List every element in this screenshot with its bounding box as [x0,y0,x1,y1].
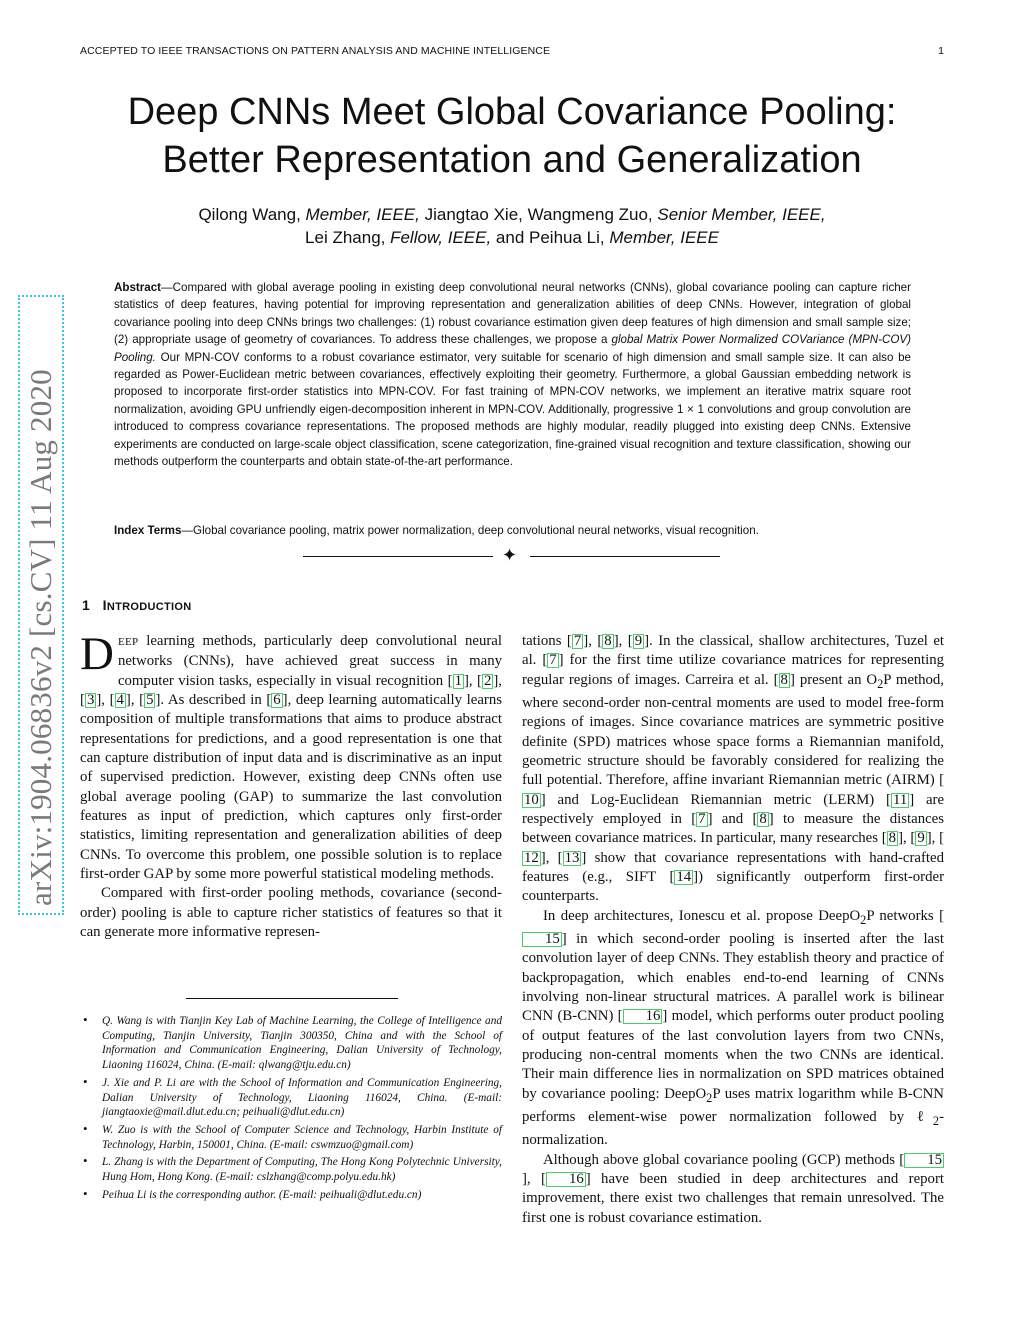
citation-link[interactable]: 9 [634,633,643,649]
bullet-icon: • [83,1153,88,1169]
citation-link[interactable]: 7 [573,633,582,649]
left-column [80,628,502,943]
subscript: 2 [877,676,884,691]
citation-link[interactable]: 15 [904,1153,944,1168]
footnote-text: Q. Wang is with Tianjin Key Lab of Machine Learning, the College of Intelligence and Computing, Tianjin University, Tianjin 300350, China and with the School of Information and Communication Engineering, Dalian University of Technology, Liaoning 116024, China. (E-mail: qlwang@tju.edu.cn) [102,1015,502,1072]
paragraph: Compared with first-order pooling methods, covariance (second-order) pooling is able to capture richer statistics of features so that it can generate more informative represen- [80,885,502,941]
author: and Peihua Li, [491,228,610,247]
citation-link[interactable]: 7 [698,811,706,828]
text-run: learning methods, particularly deep convolutional neural networks (CNNs), have achieved great success in many computer vision tasks, especially in visual recognition [117,633,502,689]
citation-link[interactable]: 16 [546,1172,586,1187]
citation-link[interactable]: 7 [549,652,557,669]
abstract-label: Abstract [114,281,162,294]
text-run: . In the classical, shallow architectures, Tuzel et al. [522,633,945,669]
text-run: and Log-Euclidean Riemannian metric (LERM) [545,791,887,808]
text-run: -normalization. [522,1109,944,1149]
section-title-rest: NTRODUCTION [106,601,192,613]
text-run: for the first time utilize covariance matrices for representing regular regions of images. Carreira et al. [522,652,944,688]
citation-link[interactable]: 9 [917,830,925,847]
abstract [114,279,911,470]
text-run: model, which performs outer product pooling of output features of the last convolution layers from two CNNs, producing non-central moments when the two CNNs are identical. Their main difference lies in normalization on SPD matrices obtained by covariance pooling: DeepO [522,1008,944,1102]
text-run: tations [522,633,567,649]
footnote-text: J. Xie and P. Li are with the School of Information and Communication Engineering, Dalian University of Technology, Liaoning 116024, China. (E-mail: jiangtaoxie@mail.dlut.edu.cn; peihuali@dlut.edu.cn) [102,1076,502,1119]
paragraph: Although above global covariance pooling (GCP) methods [ 15], [ 16 ] have been studied in deep architectures and report improvement, there exist two challenges that remain unresolved. The first one is robust covariance estimation. [522,1151,944,1226]
citation-link[interactable]: 5 [146,692,154,709]
author: Qilong Wang, [198,205,306,224]
index-terms [114,522,911,539]
footnotes [80,1014,502,1205]
title-line-2: Better Representation and Generalization [162,139,862,181]
title-line-1: Deep CNNs Meet Global Covariance Pooling: [127,91,897,133]
footnote-rule [186,998,398,999]
citation-link[interactable]: 14 [676,869,692,886]
index-terms-label: Index Terms [114,524,182,537]
footnote [80,1120,502,1152]
subscript: 2 [860,912,867,927]
bullet-icon: • [83,1120,88,1136]
right-column [522,632,944,1228]
author: Jiangtao Xie, Wangmeng Zuo, [419,205,658,224]
section-heading [82,597,191,613]
citation-link[interactable]: 1 [454,672,462,689]
author: Lei Zhang, [305,228,391,247]
footnote-text: Peihua Li is the corresponding author. (E-mail: peihuali@dlut.edu.cn) [102,1188,422,1201]
subscript: 2 [932,1114,940,1129]
bullet-icon: • [83,1185,88,1201]
citation-link[interactable]: 4 [116,692,124,709]
paragraph: In deep architectures, Ionescu et al. propose DeepO$_2$P networks [15 ] in which second-order pooling is inserted after the last convolution layer of deep CNNs. They establish theory and practice of backpropagation, which enables end-to-end learning of CNNs involving non-linear structural matrices. A parallel work is bilinear CNN (B-CNN) [ 16 ] model, which performs outer product pooling of output features of the last convolution layers from two CNNs, producing non-central moments when the two CNNs are identical. Their main difference lies in normalization on SPD matrices obtained by covariance pooling: DeepO$_2$P uses matrix logarithm while B-CNN performs element-wise power normalization followed by ℓ$_2$-normalization. [522,907,944,1149]
citation-link[interactable]: 8 [888,830,897,847]
text-run: . As described in [160,692,267,709]
divider-left [303,556,493,557]
page-number: 1 [938,45,944,57]
bullet-icon: • [83,1073,88,1089]
section-title-initial: I [102,597,107,613]
text-run: have been studied in deep architectures and report improvement, there exist two challenges that remain unresolved. The first one is robust covariance estimation. [522,1171,944,1226]
author-role: Member, IEEE [609,228,719,247]
text-run: in which second-order pooling is inserted after the last convolution layer of deep CNNs. They establish theory and practice of backpropagation, which enables end-to-end learning of CNNs involving non-linear structural matrices. A parallel work is bilinear CNN (B-CNN) [522,931,944,1025]
text-run: present an O [794,671,878,688]
text-run: P uses matrix logarithm while B-CNN performs element-wise power normalization followed by ℓ [522,1085,944,1126]
bullet-icon: • [83,1012,88,1027]
author-role: Fellow, IEEE, [390,228,492,247]
text-run: P networks [866,907,940,924]
text-run: show that covariance representations with hand-crafted features (e.g., SIFT [522,849,944,886]
paragraph: DEEP learning methods, particularly deep convolutional neural networks (CNNs), have achieved great success in many computer vision tasks, especially in visual recognition [ 1 ], [ 2 ], [ 3 ], [ 4 ], [ 5 ]. As described in [ 6 ], deep learning automatically learns composition of multiple transformations that aims to produce abstract representations for predictions, and a good representation is one that can capture distribution of input data and is discriminative as an input of supervised prediction. However, existing deep CNNs often use global average pooling (GAP) to summarize the last convolution features as input of prediction, which captures only first-order statistics, limiting representation and generalization abilities of deep CNNs. To overcome this problem, one possible solution is to replace first-order GAP by some more powerful statistical modeling methods. [80,628,502,883]
author-role: Member, IEEE, [305,205,420,224]
footnote [80,1185,502,1203]
author-role: Senior Member, IEEE, [657,205,826,224]
abstract-text: —Compared with global average pooling in existing deep convolutional neural networks (CNNs), global covariance pooling can capture richer statistics of deep features, having potential for improving representation and generalization abilities of deep CNNs. However, integration of global covariance pooling into deep CNNs brings two challenges: (1) robust covariance estimation given deep features of high dimension and small sample size; (2) appropriate usage of geometry of covariances. To address these challenges, we propose a [114,281,911,347]
text-run: P method, where second-order non-central moments are used to model free-form regions of images. Since covariance matrices are symmetric positive definite (SPD) matrices whose space forms a Riemannian manifold, geometric structure should be favorably considered for realizing the full potential. Therefore, affine invariant Riemannian metric (AIRM) [522,671,945,789]
citation-link[interactable]: 8 [759,811,767,828]
citation-link[interactable]: 16 [623,1009,663,1024]
section-number: 1 [82,597,91,613]
text-run: and [712,811,753,828]
citation-link[interactable]: 8 [604,633,612,649]
citation-link[interactable]: 10 [524,791,539,808]
arxiv-stamp[interactable]: arXiv:1904.06836v2 [cs.CV] 11 Aug 2020 [23,369,58,906]
paper-title [60,88,964,184]
running-header: ACCEPTED TO IEEE TRANSACTIONS ON PATTERN ANALYSIS AND MACHINE INTELLIGENCE [80,45,551,57]
citation-link[interactable]: 3 [86,692,95,709]
citation-link[interactable]: 12 [524,849,539,866]
citation-link[interactable]: 15 [522,932,562,947]
small-caps-word: EEP [117,636,139,648]
text-run: , deep learning automatically learns composition of multiple transformations that aims to produce abstract representations for predictions, and a good representation is one that can capture distribution of input data and is discriminative as an input of supervised prediction. However, existing deep CNNs often use global average pooling (GAP) to summarize the last convolution features as input of prediction, which captures only first-order statistics, limiting representation and generalization abilities of deep CNNs. To overcome this problem, one possible solution is to replace first-order GAP by some more powerful statistical modeling methods. [80,692,502,883]
citation-link[interactable]: 11 [892,791,908,808]
author-list [60,203,964,249]
citation-link[interactable]: 6 [273,692,281,709]
footnote [80,1073,502,1120]
footnote-text: L. Zhang is with the Department of Computing, The Hong Kong Polytechnic University, Hung Hom, Hong Kong. (E-mail: cslzhang@comp.polyu.edu.hk) [102,1156,502,1184]
footnote [80,1014,502,1073]
text-run: Although above global covariance pooling (GCP) methods [543,1151,900,1168]
text-run: to measure the distances between covariance matrices. In particular, many researches [522,811,945,847]
index-terms-text: —Global covariance pooling, matrix power normalization, deep convolutional neural networks, visual recognition. [181,524,759,537]
text-run: In deep architectures, Ionescu et al. propose DeepO [543,907,861,924]
text-run: are respectively employed in [522,791,945,828]
divider-diamond-icon: ✦ [502,545,518,565]
text-run: ) significantly outperform first-order counterparts. [522,869,945,905]
citation-link[interactable]: 2 [483,672,492,689]
divider-right [530,556,720,557]
subscript: 2 [706,1090,713,1105]
citation-link[interactable]: 8 [780,671,788,688]
footnote-text: W. Zuo is with the School of Computer Science and Technology, Harbin Institute of Technology, Harbin, 150001, China. (E-mail: cswmzuo@gmail.com) [102,1123,502,1151]
abstract-text: Our MPN-COV conforms to a robust covariance estimator, very suitable for scenario of high dimension and small sample size. It can also be regarded as Power-Euclidean metric between covariances, effectively exploiting their geometry. Furthermore, a global Gaussian embedding network is proposed to incorporate first-order statistics into MPN-COV. For fast training of MPN-COV networks, we implement an iterative matrix square root normalization, avoiding GPU unfriendly eigen-decomposition inherent in MPN-COV. Additionally, progressive 1 × 1 convolutions and group convolution are introduced to compress covariance representations. The proposed methods are highly modular, readily plugged into existing deep CNNs. Extensive experiments are conducted on large-scale object classification, scene categorization, fine-grained visual recognition and texture classification, showing our methods outperform the counterparts and obtain state-of-the-art performance. [114,350,911,469]
abstract-emphasis: global Matrix Power Normalized COVariance (MPN-COV) Pooling. [114,333,911,364]
footnote [80,1155,502,1184]
paragraph: tations [ 7 ], [ 8 ], [ 9 ]. In the classical, shallow architectures, Tuzel et al. [ 7 ] for the first time utilize covariance matrices for representing regular regions of images. Carreira et al. [ 8 ] present an $O_2P$ method, where second-order non-central moments are used to model free-form regions of images. Since covariance matrices are symmetric positive definite (SPD) matrices whose space forms a Riemannian manifold, geometric structure should be favorably considered for realizing the full potential. Therefore, affine invariant Riemannian metric (AIRM) [10 ] and Log-Euclidean Riemannian metric (LERM) [ 11 ] are respectively employed in [ 7 ] and [ 8 ] to measure the distances between covariance matrices. In particular, many researches [ 8 ], [ 9 ], [12 ], [ 13 ] show that covariance representations with hand-crafted features (e.g., SIFT [ 14 ]) significantly outperform first-order counterparts. [522,633,945,905]
drop-cap: D [80,628,114,680]
citation-link[interactable]: 13 [564,849,580,866]
